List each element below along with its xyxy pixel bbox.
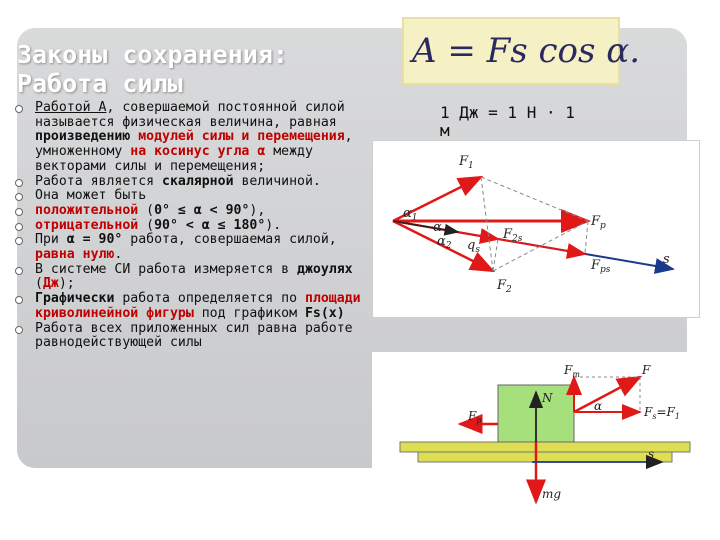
floor-base [418, 452, 672, 462]
slide-title [17, 40, 288, 98]
title-line-1: Законы сохранения: [17, 40, 288, 69]
bullet-item [14, 101, 374, 175]
bullet-text: положительной [35, 202, 139, 218]
bullet-text: скалярной [162, 173, 234, 189]
bullet-text: ( [138, 217, 155, 233]
bullet-list [14, 101, 374, 351]
bullet-item [14, 233, 374, 262]
bullet-item [14, 322, 374, 351]
bullet-text: Она может быть [35, 188, 147, 204]
bullet-text: В системе СИ работа измеряется в [35, 261, 298, 277]
applied-force-vector [574, 377, 640, 412]
bullet-text: При [35, 232, 67, 248]
block-diagram-svg [372, 352, 698, 520]
work-formula: A = Fs cos α. [412, 31, 641, 71]
fp-label-2: $F_p$ [468, 409, 482, 425]
bullet-text: работа, совершаемая силой, [122, 232, 337, 248]
bullet-item [14, 204, 374, 219]
alpha-angle-label: α [594, 399, 603, 413]
q-label: $q_s$ [467, 238, 480, 255]
bullet-item [14, 263, 374, 292]
bullet-text: ( [138, 202, 155, 218]
bullet-text: величиной. [233, 173, 321, 189]
bullet-text: ); [58, 276, 75, 292]
alpha2-label: $\alpha_2$ [437, 234, 452, 251]
f1-label: $F_1$ [459, 154, 474, 171]
construction-lines [481, 177, 588, 271]
joule-definition [440, 104, 575, 140]
f2s-label: $F_{2s}$ [503, 227, 523, 244]
f2-label: $F_2$ [497, 278, 512, 295]
bullet-text: между векторами силы и перемещения; [35, 144, 313, 174]
bullet-text: Fs(x) [304, 305, 345, 321]
bullet-item [14, 292, 374, 321]
bullet-text: под графиком [193, 305, 305, 321]
bullet-text: ), [249, 202, 266, 218]
bullet-text: Дж [42, 276, 59, 292]
bullet-text: Работа всех приложенных сил равна работе равнодействующей силы [35, 320, 353, 351]
bullet-text: ( [35, 276, 43, 292]
vector-diagram-svg [373, 141, 699, 317]
alpha-label: α [433, 220, 442, 235]
bullet-text: , умноженному [35, 129, 353, 160]
joule-line-1: 1 Дж = 1 Н · 1 [440, 103, 575, 122]
ft-label: $F_т$ [564, 363, 580, 379]
bullet-text: Работа является [35, 173, 163, 189]
vector-diagram [372, 140, 700, 318]
bullet-item [14, 219, 374, 234]
bullet-item [14, 175, 374, 190]
fp-label: $F_p$ [591, 214, 606, 231]
bullet-item [14, 189, 374, 204]
f-label: F [642, 363, 651, 377]
bullet-text: ). [265, 217, 282, 233]
bullet-text: α = 90° [66, 232, 123, 248]
bullet-text: джоулях [297, 261, 353, 277]
fps-label: $F_{ps}$ [591, 258, 611, 275]
joule-line-2: м [440, 121, 450, 140]
bullet-text: Графически [35, 291, 115, 307]
bullet-text: произведению [35, 129, 139, 145]
bullet-text: модулей силы и перемещения [138, 129, 345, 145]
title-line-2: Работа силы [17, 69, 183, 98]
bullet-text: площади криволинейной фигуры [35, 291, 361, 321]
fs-eq-label: $F_s=F_1$ [644, 405, 680, 421]
floor-surface [400, 442, 690, 452]
bullet-text: . [114, 247, 123, 263]
bullet-text: отрицательной [35, 217, 139, 233]
block-diagram [372, 352, 698, 520]
mg-label: mg [542, 487, 562, 501]
s-label-2: s [648, 447, 655, 461]
bullet-text: Работой A [35, 100, 107, 115]
alpha1-label: $\alpha_1$ [403, 206, 418, 223]
n-label: N [542, 391, 553, 405]
formula-box [402, 17, 641, 85]
bullet-text: на косинус угла α [130, 144, 266, 160]
bullet-text: 90° < α ≤ 180° [154, 217, 266, 233]
bullet-text: равна нулю [35, 247, 115, 263]
bullet-text: , совершаемой постоянной силой называется физическая величина, равная [35, 100, 345, 130]
bullet-text: 0° ≤ α < 90° [154, 202, 250, 218]
s-label: s [663, 252, 670, 267]
bullet-text: работа определяется по [114, 291, 305, 307]
